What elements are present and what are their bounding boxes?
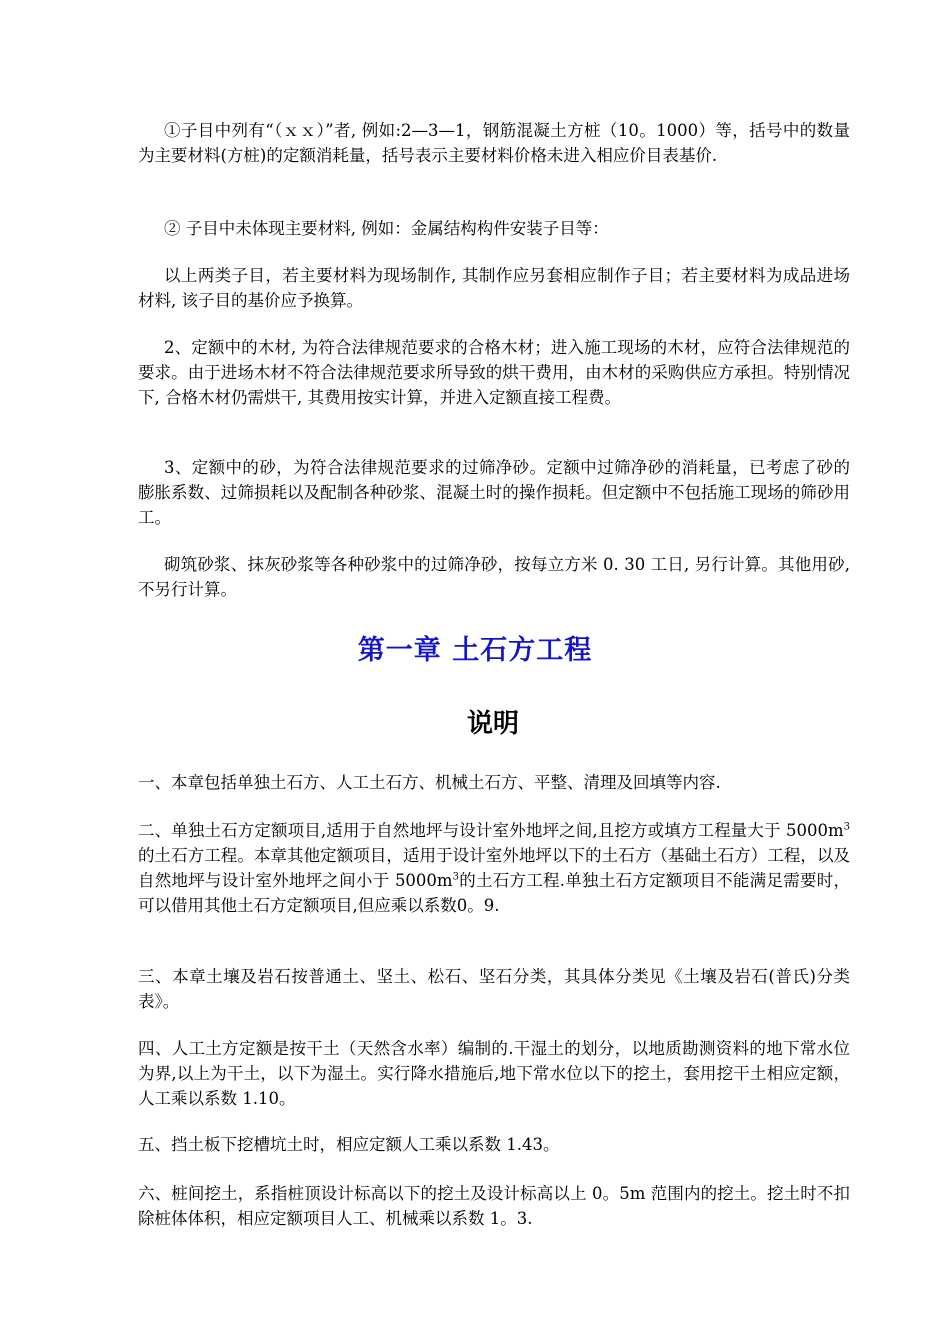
- intro-paragraph-3: 以上两类子目，若主要材料为现场制作, 其制作应另套相应制作子目；若主要材料为成品进场材料, 该子目的基价应予换算。: [138, 266, 850, 310]
- item-2-part-c: 的土石方工程.单独土石方定额项目不能满足需要时，可以借用其他土石方定额项目,但应乘以系数0。9.: [138, 871, 850, 915]
- chapter-title: 第一章 土石方工程: [357, 635, 593, 666]
- item-5: 五、挡土板下挖槽坑土时，相应定额人工乘以系数 1.43。: [138, 1135, 560, 1154]
- item-3: 三、本章土壤及岩石按普通土、坚土、松石、坚石分类，其具体分类见《土壤及岩石(普氏)分类表》。: [138, 967, 850, 1011]
- item-2-part-b: 的土石方工程。本章其他定额项目，适用于设计室外地坪以下的土石方（基础土石方）工程，以及自然地坪与设计室外地坪之间小于 5000m: [138, 846, 850, 890]
- item-2-part-a: 二、单独土石方定额项目,适用于自然地坪与设计室外地坪之间,且挖方或填方工程量大于 5000m: [138, 821, 844, 840]
- item-4: 四、人工土方定额是按干土（天然含水率）编制的.干湿土的划分，以地质勘测资料的地下常水位为界,以上为干土，以下为湿土。实行降水措施后,地下常水位以下的挖土，套用挖干土相应定额，人工乘以系数 1.10。: [138, 1039, 850, 1108]
- intro-paragraph-1: ①子目中列有“（ｘｘ）”者, 例如:2—3—1，钢筋混凝土方桩（10。1000）等，括号中的数量为主要材料(方桩)的定额消耗量，括号表示主要材料价格未进入相应价目表基价.: [138, 121, 850, 165]
- intro-paragraph-6: 砌筑砂浆、抹灰砂浆等各种砂浆中的过筛净砂，按每立方米 0. 30 工日, 另行计算。其他用砂, 不另行计算。: [138, 555, 850, 599]
- intro-paragraph-5: 3、定额中的砂，为符合法律规范要求的过筛净砂。定额中过筛净砂的消耗量，已考虑了砂的膨胀系数、过筛损耗以及配制各种砂浆、混凝土时的操作损耗。但定额中不包括施工现场的筛砂用工。: [138, 458, 850, 527]
- section-title: 说明: [466, 709, 519, 739]
- item-6: 六、桩间挖土，系指桩顶设计标高以下的挖土及设计标高以上 0。5m 范围内的挖土。挖土时不扣除桩体体积，相应定额项目人工、机械乘以系数 1。3.: [138, 1184, 850, 1228]
- intro-paragraph-2: ② 子目中未体现主要材料, 例如：金属结构构件安装子目等：: [164, 219, 609, 238]
- item-2-superscript-1: 3: [843, 821, 850, 833]
- item-2: [138, 818, 850, 918]
- intro-paragraph-4: 2、定额中的木材, 为符合法律规范要求的合格木材；进入施工现场的木材，应符合法律规范的要求。由于进场木材不符合法律规范要求所导致的烘干费用，由木材的采购供应方承担。特别情况下, 合格木材仍需烘干, 其费用按实计算，并进入定额直接工程费。: [138, 338, 850, 407]
- item-1: 一、本章包括单独土石方、人工土石方、机械土石方、平整、清理及回填等内容.: [138, 773, 721, 792]
- item-2-superscript-2: 3: [452, 871, 459, 883]
